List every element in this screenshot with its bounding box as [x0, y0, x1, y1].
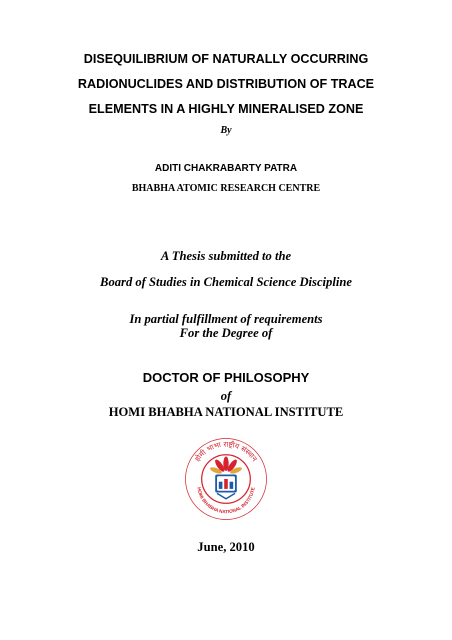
- submission-date: June, 2010: [197, 540, 255, 554]
- thesis-title-line-3: ELEMENTS IN A HIGHLY MINERALISED ZONE: [88, 102, 364, 116]
- fulfillment-line-1: In partial fulfillment of requirements: [129, 312, 323, 326]
- by-label: By: [220, 125, 232, 136]
- author-name: ADITI CHAKRABARTY PATRA: [154, 163, 298, 174]
- thesis-title-line-2: RADIONUCLIDES AND DISTRIBUTION OF TRACE: [77, 77, 375, 91]
- logo-english-text: HOMI BHABHA NATIONAL INSTITUTE: [196, 486, 256, 515]
- of-label: of: [220, 389, 232, 403]
- fulfillment-line-2: For the Degree of: [179, 326, 273, 340]
- degree-name: DOCTOR OF PHILOSOPHY: [142, 370, 310, 385]
- institute-name: HOMI BHABHA NATIONAL INSTITUTE: [108, 405, 344, 419]
- logo-hindi-text: होमी भाभा राष्ट्रीय संस्थान: [192, 439, 260, 464]
- author-affiliation: BHABHA ATOMIC RESEARCH CENTRE: [131, 183, 321, 194]
- thesis-submission-line-1: A Thesis submitted to the: [160, 249, 292, 263]
- hbni-logo-icon: [181, 434, 271, 524]
- thesis-title-line-1: DISEQUILIBRIUM OF NATURALLY OCCURRING: [83, 52, 369, 66]
- thesis-submission-line-2: Board of Studies in Chemical Science Discipline: [100, 275, 352, 289]
